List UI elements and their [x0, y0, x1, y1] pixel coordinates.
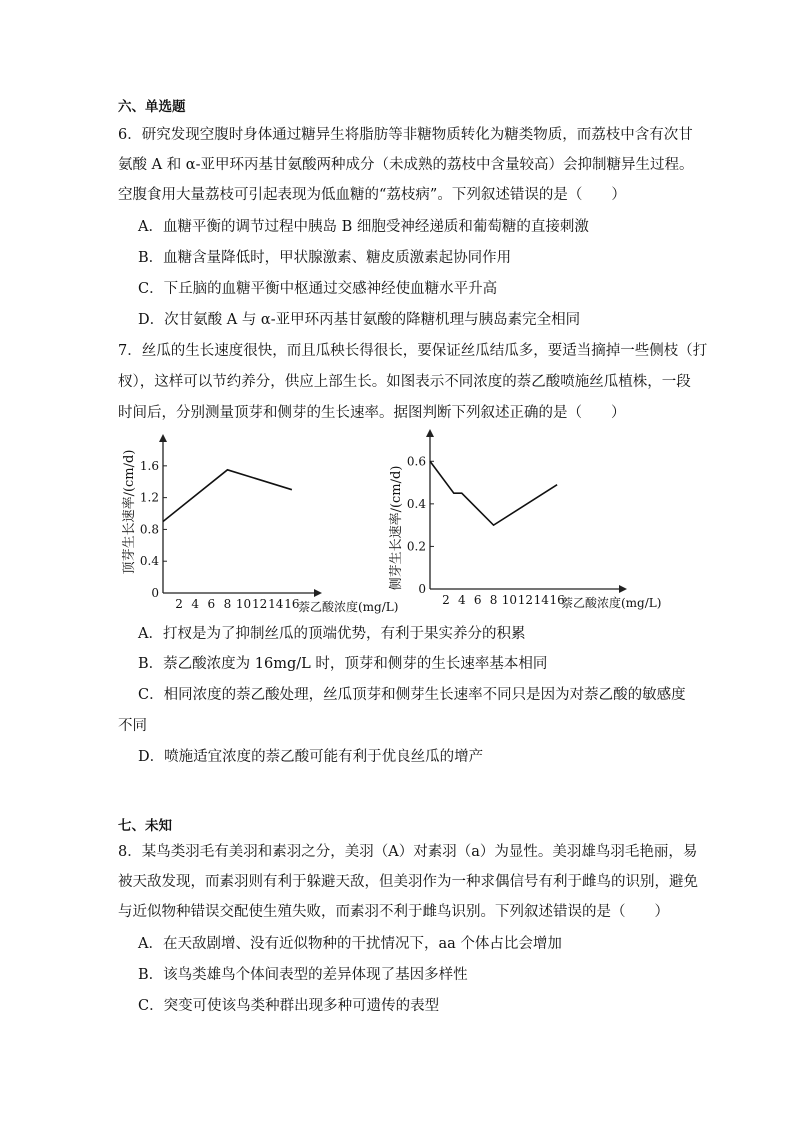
q7-line-2: 杈），这样可以节约养分，供应上部生长。如图表示不同浓度的萘乙酸喷施丝瓜植株，一段 — [118, 374, 691, 390]
chart1-xlabel: 萘乙酸浓度(mg/L) — [298, 600, 399, 614]
chart1-ylabel: 顶芽生长速率/(cm/d) — [122, 449, 137, 575]
chart2-x-tick-label: 16 — [549, 593, 565, 607]
q7-option-d: D．喷施适宜浓度的萘乙酸可能有利于优良丝瓜的增产 — [138, 749, 484, 765]
chart2-x-tick-label: 6 — [473, 593, 482, 607]
chart1-x-tick-label: 6 — [207, 597, 216, 611]
chart2-x-tick-label: 14 — [533, 593, 549, 607]
chart2-x-arrow — [619, 585, 627, 593]
chart2-x-tick-label: 4 — [457, 593, 466, 607]
q7-option-c: C．相同浓度的萘乙酸处理，丝瓜顶芽和侧芽生长速率不同只是因为对萘乙酸的敏感度 — [138, 687, 686, 703]
chart2-xlabel: 萘乙酸浓度(mg/L) — [561, 596, 662, 610]
chart2-y-tick-label: 0.4 — [406, 496, 426, 511]
chart1-x-arrow — [314, 589, 322, 597]
q6-line-2: 氨酸 A 和 α-亚甲环丙基甘氨酸两种成分（未成熟的荔枝中含量较高）会抑制糖异生过程。 — [118, 157, 694, 173]
chart2-y-tick-label: 0.6 — [406, 454, 426, 469]
chart1-x-tick-label: 14 — [268, 597, 284, 611]
chart1-x-tick-label: 10 — [235, 597, 252, 611]
chart1-x-tick-label: 16 — [284, 597, 300, 611]
chart1-x-tick-label: 8 — [223, 597, 232, 611]
chart2-series-line — [430, 461, 557, 525]
q6-option-c: C．下丘脑的血糖平衡中枢通过交感神经使血糖水平升高 — [138, 281, 498, 297]
q8-option-a: A．在天敌剧增、没有近似物种的干扰情况下，aa 个体占比会增加 — [138, 936, 562, 952]
chart1-y-tick-label: 0.8 — [139, 522, 159, 537]
chart1-x-tick-label: 4 — [191, 597, 200, 611]
q8-option-b: B．该鸟类雄鸟个体间表型的差异体现了基因多样性 — [138, 967, 468, 983]
q7-option-b: B．萘乙酸浓度为 16mg/L 时，顶芽和侧芽的生长速率基本相同 — [138, 656, 548, 672]
chart2-x-tick-label: 12 — [517, 593, 533, 607]
chart2-y-arrow — [426, 429, 434, 437]
chart1-x-tick-label: 2 — [175, 597, 183, 611]
q8-option-c: C．突变可使该鸟类种群出现多种可遗传的表型 — [138, 998, 440, 1014]
chart1-x-tick-label: 12 — [252, 597, 268, 611]
chart2-x-tick-label: 8 — [489, 593, 498, 607]
chart1-y-tick-label: 0.4 — [139, 554, 159, 569]
chart2-x-tick-label: 2 — [442, 593, 450, 607]
chart1-y-tick-label: 1.2 — [139, 490, 159, 505]
chart1-y-tick-label: 1.6 — [139, 458, 159, 473]
q6-option-b: B．血糖含量降低时，甲状腺激素、糖皮质激素起协同作用 — [138, 250, 512, 266]
q6-line-3: 空腹食用大量荔枝可引起表现为低血糖的“荔枝病”。下列叙述错误的是（ ） — [118, 187, 626, 203]
chart2-ylabel: 侧芽生长速率/(cm/d) — [389, 465, 404, 591]
lateral-bud-growth-chart — [385, 430, 675, 620]
q6-option-d: D．次甘氨酸 A 与 α-亚甲环丙基甘氨酸的降糖机理与胰岛素完全相同 — [138, 312, 581, 328]
chart1-y-arrow — [159, 434, 167, 442]
q7-option-a: A．打杈是为了抑制丝瓜的顶端优势，有利于果实养分的积累 — [138, 626, 526, 642]
q8-line-1: 8．某鸟类羽毛有美羽和素羽之分，美羽（A）对素羽（a）为显性。美羽雄鸟羽毛艳丽，易 — [118, 844, 698, 860]
chart2-y-tick-label: 0 — [418, 582, 426, 596]
chart2-x-tick-label: 10 — [501, 593, 518, 607]
chart1-series-line — [163, 470, 292, 522]
section-title-6: 六、单选题 — [118, 99, 186, 115]
q7-option-c-cont: 不同 — [118, 718, 147, 734]
chart1-y-tick-label: 0 — [151, 586, 159, 600]
q7-line-1: 7．丝瓜的生长速度很快，而且瓜秧长得很长，要保证丝瓜结瓜多，要适当摘掉一些侧枝（打 — [118, 343, 708, 359]
q8-line-2: 被天敌发现，而素羽则有利于躲避天敌，但美羽作为一种求偶信号有利于雌鸟的识别，避免 — [118, 874, 698, 890]
q6-line-1: 6．研究发现空腹时身体通过糖异生将脂肪等非糖物质转化为糖类物质，而荔枝中含有次甘 — [118, 127, 693, 143]
q7-line-3: 时间后，分别测量顶芽和侧芽的生长速率。据图判断下列叙述正确的是（ ） — [118, 405, 626, 421]
q8-line-3: 与近似物种错误交配使生殖失败，而素羽不利于雌鸟识别。下列叙述错误的是（ ） — [118, 904, 669, 920]
section-title-7: 七、未知 — [118, 818, 172, 834]
chart2-y-tick-label: 0.2 — [406, 539, 426, 554]
q6-option-a: A．血糖平衡的调节过程中胰岛 B 细胞受神经递质和葡萄糖的直接刺激 — [138, 219, 589, 235]
